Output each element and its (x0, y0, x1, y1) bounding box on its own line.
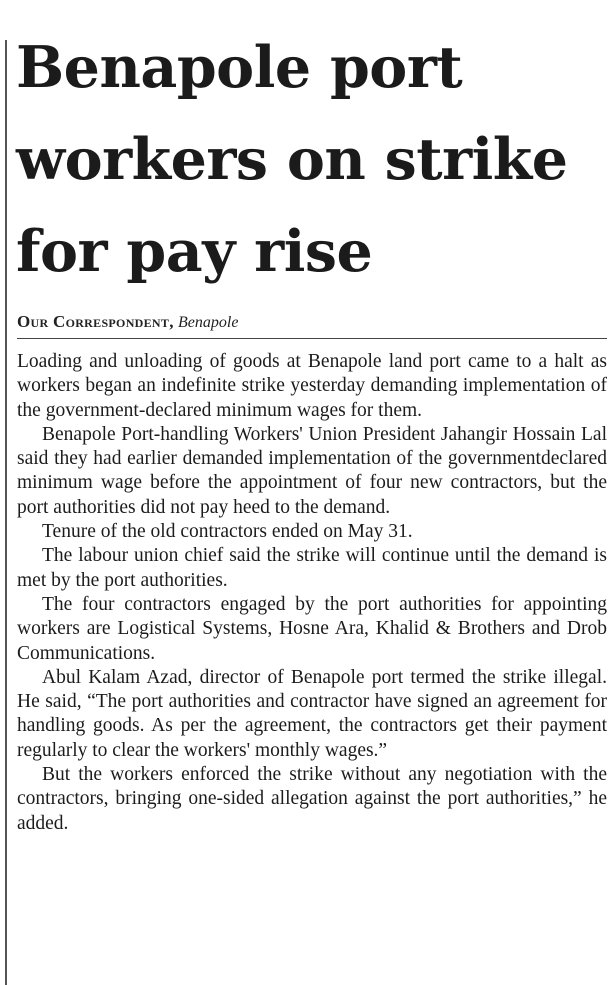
headline-line: for pay rise (16, 218, 373, 285)
byline-divider (17, 338, 607, 339)
article-paragraph: Benapole Port-handling Workers' Union President Jahangir Hossain Lal said they had earlier demanded implementation of the governmentdeclared minimum wage before the appointment of four new contractors, but the port authorities did not pay heed to the demand. (17, 423, 607, 518)
article-paragraph: Loading and unloading of goods at Benapole land port came to a halt as workers began an indefinite strike yesterday demanding implementation of the government-declared minimum wages for them. (17, 351, 607, 421)
article-paragraph: The labour union chief said the strike will continue until the demand is met by the port authorities. (17, 545, 607, 591)
article-body (17, 350, 607, 836)
byline-location: Benapole (178, 314, 239, 331)
byline-author: Our Correspondent, (17, 312, 174, 331)
article-paragraph: Abul Kalam Azad, director of Benapole port termed the strike illegal. He said, “The port authorities and contractor have signed an agreement for handling goods. As per the agreement, the contractors get their payment regularly to clear the workers' monthly wages.” (17, 666, 607, 761)
headline (16, 22, 606, 298)
headline-line: workers on strike (16, 126, 568, 193)
byline (17, 312, 238, 332)
headline-line: Benapole port (16, 34, 463, 101)
column-rule (5, 40, 7, 985)
article-paragraph: But the workers enforced the strike without any negotiation with the contractors, bringing one-sided allegation against the port authorities,” he added. (17, 764, 607, 834)
article-paragraph: Tenure of the old contractors ended on May 31. (42, 521, 413, 543)
article-paragraph: The four contractors engaged by the port authorities for appointing workers are Logistical Systems, Hosne Ara, Khalid & Brothers and Drob Communications. (17, 593, 607, 664)
